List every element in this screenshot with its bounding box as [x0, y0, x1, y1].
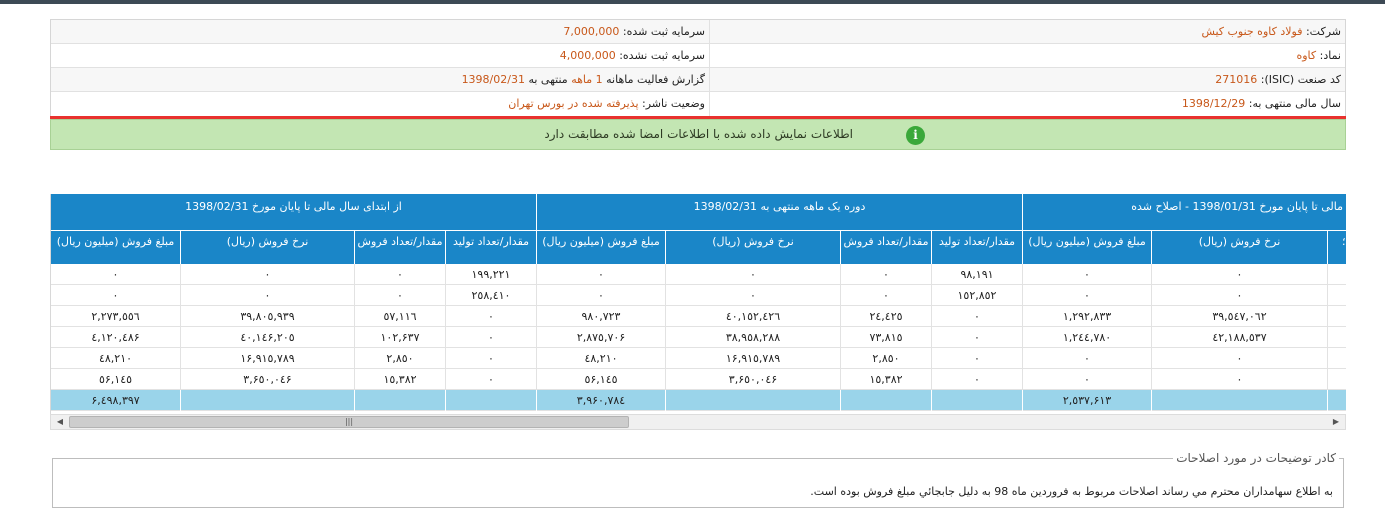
table-cell: ١۶,٩١٥,٧٨٩ — [666, 348, 841, 369]
col-qty-sale-month: مقدار/تعداد فروش — [841, 230, 932, 264]
table-cell: ٥۶,١٤٥ — [537, 369, 666, 390]
table-cell: ٠ — [446, 306, 537, 327]
table-cell: ٠ — [932, 327, 1023, 348]
company-info-table — [50, 19, 1346, 117]
table-cell: ٠ — [666, 264, 841, 285]
table-cell — [1328, 264, 1346, 285]
verification-notice — [50, 119, 1346, 150]
table-cell: ٢٤,٤٢٥ — [841, 306, 932, 327]
col-qty-sale-ytd: مقدار/تعداد فروش — [355, 230, 446, 264]
table-cell: ٠ — [1023, 285, 1152, 306]
table-cell: ٣٩,٥٤٧,٠٦٢ — [1152, 306, 1328, 327]
table-cell: ٠ — [1152, 285, 1328, 306]
status-label: وضعیت ناشر: — [642, 97, 705, 110]
table-row — [51, 264, 1346, 285]
table-cell: ١٥,٣٨٢ — [355, 369, 446, 390]
symbol-label: نماد: — [1319, 49, 1341, 62]
capital-unregistered-label: سرمایه ثبت نشده: — [619, 49, 705, 62]
company-label: شرکت: — [1305, 25, 1341, 38]
notice-text: اطلاعات نمایش داده شده با اطلاعات امضا شده مطابقت دارد — [544, 127, 853, 141]
table-cell: ٠ — [537, 264, 666, 285]
report-end-label: منتهی به — [528, 73, 568, 86]
capital-registered-value: 7,000,000 — [563, 25, 620, 38]
table-cell — [1328, 327, 1346, 348]
table-cell: ٤٨,٢١٠ — [51, 348, 181, 369]
col-rate-revised: نرخ فروش (ریال) — [1152, 230, 1328, 264]
table-cell — [1328, 369, 1346, 390]
symbol-value: کاوه — [1296, 49, 1317, 62]
notes-legend: کادر توضیحات در مورد اصلاحات — [1173, 451, 1339, 465]
total-empty-cell — [1328, 390, 1346, 411]
table-cell: ٤٠,١٥٢,٤٢٦ — [666, 306, 841, 327]
report-label: گزارش فعالیت ماهانه — [606, 73, 705, 86]
table-cell: ٠ — [1152, 264, 1328, 285]
group-header-month: دوره یک ماهه منتهی به 1398/02/31 — [537, 194, 1023, 230]
table-cell — [1328, 306, 1346, 327]
table-cell: ٠ — [1152, 369, 1328, 390]
table-cell — [1328, 348, 1346, 369]
total-empty-cell — [841, 390, 932, 411]
table-cell: ٠ — [355, 264, 446, 285]
table-cell: ٩٨٠,٧٢٣ — [537, 306, 666, 327]
horizontal-scrollbar[interactable] — [50, 414, 1346, 430]
col-rate-month: نرخ فروش (ریال) — [666, 230, 841, 264]
col-cut-revised: ؛ — [1328, 230, 1346, 264]
table-row — [51, 369, 1346, 390]
total-empty-cell — [355, 390, 446, 411]
table-cell: ٠ — [932, 369, 1023, 390]
table-cell: ٢,٨٥٠ — [355, 348, 446, 369]
col-amount-month: مبلغ فروش (میلیون ریال) — [537, 230, 666, 264]
grid-group-header — [51, 194, 1346, 230]
table-cell: ٠ — [446, 369, 537, 390]
fiscal-year-label: سال مالی منتهی به: — [1248, 97, 1341, 110]
total-cell: ٣,٩۶٠,٧٨٤ — [537, 390, 666, 411]
table-cell: ٤,١٢٠,٤٨۶ — [51, 327, 181, 348]
capital-registered-label: سرمایه ثبت شده: — [622, 25, 705, 38]
table-cell: ١,٢٩٢,٨٣٣ — [1023, 306, 1152, 327]
table-cell: ١,٢٤٤,٧٨٠ — [1023, 327, 1152, 348]
table-cell: ٥٧,١١٦ — [355, 306, 446, 327]
table-cell: ٠ — [51, 285, 181, 306]
table-cell: ٠ — [51, 264, 181, 285]
table-cell: ٢,٨٥٠ — [841, 348, 932, 369]
table-cell: ٠ — [932, 306, 1023, 327]
totals-row — [51, 390, 1346, 411]
table-cell — [1328, 285, 1346, 306]
scroll-thumb[interactable]: ||| — [69, 416, 629, 428]
top-bar — [0, 0, 1385, 4]
table-row — [51, 306, 1346, 327]
total-cell: ٢,٥٣٧,۶١٣ — [1023, 390, 1152, 411]
isic-value: 271016 — [1215, 73, 1258, 86]
table-row — [51, 348, 1346, 369]
notes-body: به اطلاع سهامداران محترم مي رساند اصلاحات مربوط به فروردين ماه 98 به دليل جابجائي مبلغ فروش بوده است. — [810, 485, 1333, 498]
group-header-ytd: از ابتدای سال مالی تا پایان مورخ 1398/02/31 — [51, 194, 537, 230]
table-cell: ٥۶,١٤٥ — [51, 369, 181, 390]
report-end-date: 1398/02/31 — [461, 73, 525, 86]
table-cell: ٤٨,٢١٠ — [537, 348, 666, 369]
info-row-isic — [51, 68, 1345, 92]
total-empty-cell — [932, 390, 1023, 411]
table-cell: ٠ — [355, 285, 446, 306]
table-cell: ١۶,٩١٥,٧٨٩ — [181, 348, 355, 369]
total-empty-cell — [666, 390, 841, 411]
capital-unregistered-value: 4,000,000 — [559, 49, 616, 62]
table-cell: ٠ — [1023, 369, 1152, 390]
info-row-fiscal — [51, 92, 1345, 116]
table-cell: ٠ — [181, 264, 355, 285]
status-value: پذیرفته شده در بورس تهران — [508, 97, 639, 110]
table-row — [51, 327, 1346, 348]
table-cell: ٧٣,٨١٥ — [841, 327, 932, 348]
table-cell: ٠ — [537, 285, 666, 306]
total-cell: ۶,٤٩٨,٣٩٧ — [51, 390, 181, 411]
table-cell: ٠ — [1023, 348, 1152, 369]
scroll-left-arrow-icon[interactable]: ◀ — [56, 417, 64, 426]
grid-column-header — [51, 230, 1346, 264]
total-empty-cell — [1152, 390, 1328, 411]
total-empty-cell — [181, 390, 355, 411]
table-cell: ١٠٢,۶٣٧ — [355, 327, 446, 348]
col-rate-ytd: نرخ فروش (ریال) — [181, 230, 355, 264]
company-value: فولاد کاوه جنوب کیش — [1201, 25, 1303, 38]
isic-label: کد صنعت (ISIC): — [1260, 73, 1341, 86]
table-cell: ٢,٢٧٣,٥٥٦ — [51, 306, 181, 327]
table-cell: ٠ — [841, 285, 932, 306]
col-qty-prod-month: مقدار/تعداد تولید — [932, 230, 1023, 264]
scroll-right-arrow-icon[interactable]: ▶ — [1332, 417, 1340, 426]
info-divider — [709, 20, 710, 116]
info-row-company — [51, 20, 1345, 44]
table-cell: ٢٥٨,٤١٠ — [446, 285, 537, 306]
fiscal-year-value: 1398/12/29 — [1181, 97, 1246, 110]
table-row — [51, 285, 1346, 306]
col-amount-revised: مبلغ فروش (میلیون ریال) — [1023, 230, 1152, 264]
report-period: 1 ماهه — [571, 73, 603, 86]
table-cell: ٩٨,١٩١ — [932, 264, 1023, 285]
table-cell: ٠ — [841, 264, 932, 285]
table-cell: ٠ — [446, 348, 537, 369]
table-cell: ٤٠,١٤۶,٢٠٥ — [181, 327, 355, 348]
table-cell: ٠ — [446, 327, 537, 348]
monthly-activity-grid — [50, 194, 1346, 414]
col-amount-ytd: مبلغ فروش (میلیون ریال) — [51, 230, 181, 264]
info-icon: i — [906, 126, 925, 145]
table-cell: ١٥,٣٨٢ — [841, 369, 932, 390]
table-cell: ٣,۶٥٠,٠٤۶ — [181, 369, 355, 390]
table-cell: ٠ — [666, 285, 841, 306]
table-cell: ٠ — [181, 285, 355, 306]
info-row-symbol — [51, 44, 1345, 68]
table-cell: ٠ — [1152, 348, 1328, 369]
corrections-notes-box — [52, 451, 1344, 508]
total-empty-cell — [446, 390, 537, 411]
table-cell: ٣,۶٥٠,٠٤۶ — [666, 369, 841, 390]
col-qty-prod-ytd: مقدار/تعداد تولید — [446, 230, 537, 264]
table-cell: ٢,٨٧٥,٧٠۶ — [537, 327, 666, 348]
group-header-revised: مالی تا پایان مورخ 1398/01/31 - اصلاح شده — [1131, 200, 1343, 213]
table-cell: ٠ — [932, 348, 1023, 369]
table-cell: ٤٢,١٨٨,٥٣٧ — [1152, 327, 1328, 348]
table-cell: ١٩٩,٢٢١ — [446, 264, 537, 285]
table-cell: ٣٨,٩٥٨,٢٨٨ — [666, 327, 841, 348]
table-cell: ٣٩,٨٠٥,٩٣٩ — [181, 306, 355, 327]
table-cell: ٠ — [1023, 264, 1152, 285]
table-cell: ١٥٢,٨٥٢ — [932, 285, 1023, 306]
